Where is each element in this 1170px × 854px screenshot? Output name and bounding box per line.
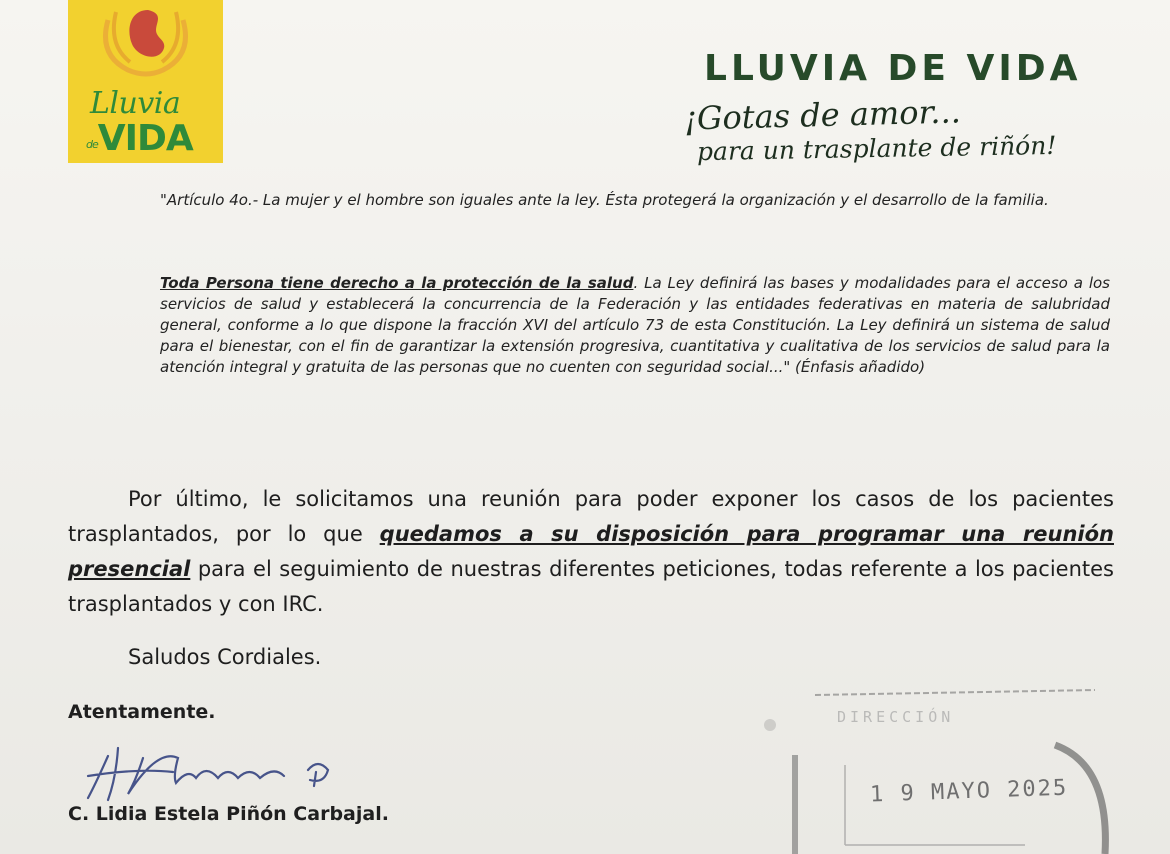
quote-paragraph-1: "Artículo 4o.- La mujer y el hombre son iguales ante la ley. Ésta protegerá la organización y el desarrollo de la familia. (160, 191, 1049, 209)
greeting: Saludos Cordiales. (128, 645, 322, 669)
logo-text-lluvia: Lluvia (90, 86, 181, 121)
header-tagline-line1: ¡Gotas de amor... (683, 92, 962, 138)
reception-stamp (755, 675, 1125, 854)
header-title: LLUVIA DE VIDA (704, 48, 1082, 89)
handwritten-signature (78, 728, 368, 808)
stamp-department: DIRECCIÓN (837, 708, 955, 726)
closing: Atentamente. (68, 701, 216, 723)
logo-text-vida (86, 118, 193, 159)
body-text-start: Por último, le solicitamos una reunión para poder exponer los casos de los pacientes trasplantados, por lo que (68, 487, 1114, 546)
header-tagline-line2: para un trasplante de riñón! (696, 130, 1057, 167)
quote-paragraph-2 (160, 273, 1110, 378)
quote-paragraph-2-text: . La Ley definirá las bases y modalidades para el acceso a los servicios de salud y establecerá la concurrencia de la Federación y las entidades federativas en materia de salubridad general, conforme a lo que dispone la fracción XVI del artículo 73 de esta Constitución. La Ley definirá un sistema de salud para el bienestar, con el fin de garantizar la extensión progresiva, cuantitativa y cualitativa de los servicios de salud para la atención integral y gratuita de las personas que no cuenten con seguridad social..." (Énfasis añadido) (160, 274, 1110, 376)
signer-name: C. Lidia Estela Piñón Carbajal. (68, 803, 389, 825)
logo-text-de: de (86, 138, 98, 151)
stamp-date: 1 9 MAYO 2025 (869, 775, 1069, 808)
organization-logo (68, 0, 223, 163)
logo-text-vida-word: VIDA (97, 118, 193, 159)
body-paragraph-request (68, 482, 1114, 622)
stamp-border (755, 675, 1125, 854)
body-text-emphasis: quedamos a su disposición para programar una reunión presencial (68, 522, 1114, 581)
body-text-end: para el seguimiento de nuestras diferentes peticiones, todas referente a los pacientes trasplantados y con IRC. (68, 557, 1114, 616)
kidney-hands-icon (68, 0, 223, 90)
quote-emphasis: Toda Persona tiene derecho a la protección de la salud (160, 274, 634, 292)
